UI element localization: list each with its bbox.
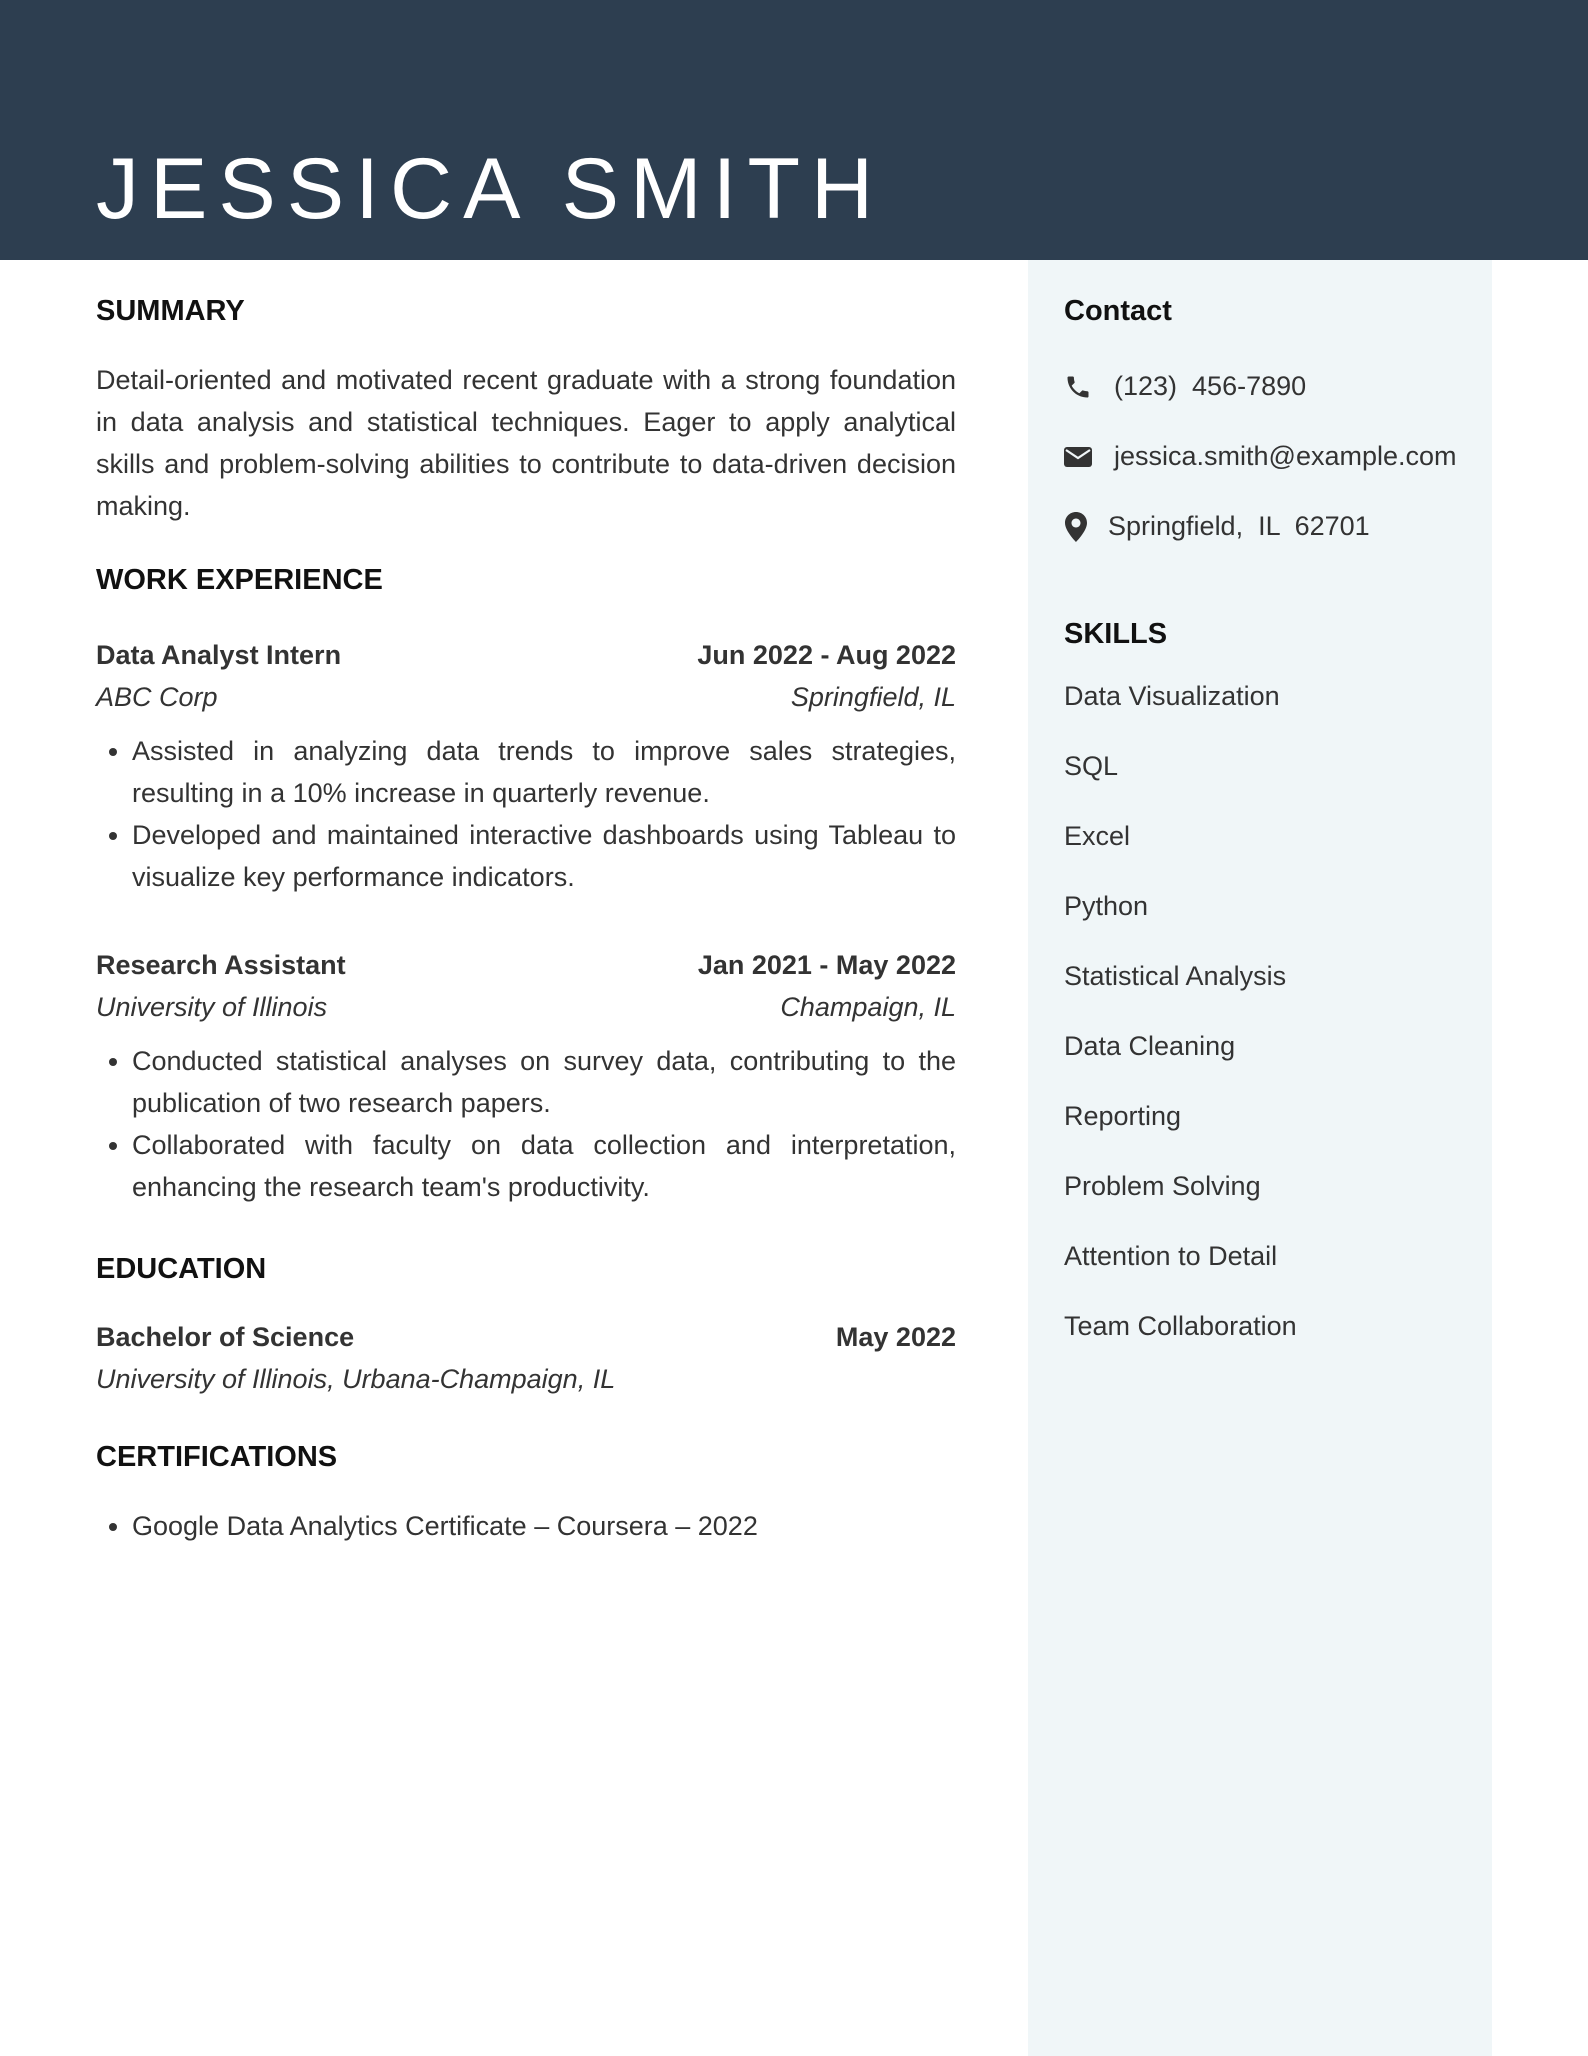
contact-phone [1064, 367, 1484, 407]
sidebar [1028, 260, 1492, 2056]
job-bullets [96, 1040, 956, 1208]
skill-item: Python [1064, 890, 1149, 921]
envelope-icon [1064, 442, 1094, 472]
contact-title: Contact [1064, 295, 1172, 327]
skill-item: Problem Solving [1064, 1170, 1261, 1201]
skill-item: Data Cleaning [1064, 1030, 1236, 1061]
education-title: EDUCATION [96, 1252, 267, 1285]
contact-email [1064, 437, 1484, 477]
education-entry [96, 1316, 956, 1400]
certification-item: • Google Data Analytics Certificate – Coursera – 2022 [132, 1505, 956, 1547]
skills-list [1064, 676, 1484, 1346]
job-bullet: • Conducted statistical analyses on survey data, contributing to the publication of two research papers. [132, 1040, 956, 1124]
skill-item: Statistical Analysis [1064, 960, 1287, 991]
candidate-name: JESSICA SMITH [96, 140, 885, 237]
job-entry [96, 944, 956, 1208]
job-dates: Jun 2022 - Aug 2022 [697, 639, 956, 670]
summary-title: SUMMARY [96, 295, 245, 327]
job-role: Research Assistant [96, 949, 346, 980]
skill-item: Team Collaboration [1064, 1310, 1297, 1341]
job-organization: University of Illinois [96, 991, 328, 1022]
job-role: Data Analyst Intern [96, 639, 342, 670]
skill-item: SQL [1064, 750, 1119, 781]
job-location: Champaign, IL [780, 991, 956, 1022]
education-date: May 2022 [835, 1322, 956, 1353]
contact-location-text: Springfield, IL 62701 [1108, 511, 1370, 542]
education-degree: Bachelor of Science [96, 1322, 355, 1353]
contact-email-text: jessica.smith@example.com [1114, 441, 1457, 472]
contact-phone-text: (123) 456-7890 [1114, 371, 1307, 402]
job-entry [96, 634, 956, 898]
work-experience-title: WORK EXPERIENCE [96, 563, 383, 596]
skill-item: Data Visualization [1064, 680, 1280, 711]
job-location: Springfield, IL [790, 681, 956, 712]
main-column [96, 260, 956, 1547]
job-bullet: • Assisted in analyzing data trends to improve sales strategies, resulting in a 10% increase in quarterly revenue. [132, 730, 956, 814]
skill-item: Excel [1064, 820, 1131, 851]
education-school: University of Illinois, Urbana-Champaign, IL [96, 1364, 616, 1395]
contact-location [1064, 507, 1484, 547]
map-pin-icon [1064, 512, 1094, 542]
skill-item: Attention to Detail [1064, 1240, 1278, 1271]
certifications-title: CERTIFICATIONS [96, 1441, 338, 1474]
job-organization: ABC Corp [96, 681, 218, 712]
skills-title: SKILLS [1064, 617, 1168, 650]
summary-text: Detail-oriented and motivated recent graduate with a strong foundation in data analysis and statistical techniques. Eager to apply analytical skills and problem-solving abilities to contribute to data-driven decision making. [96, 364, 956, 521]
phone-icon [1064, 372, 1094, 402]
job-bullet: • Collaborated with faculty on data collection and interpretation, enhancing the research team's productivity. [132, 1124, 956, 1208]
header-banner [0, 0, 1588, 260]
skill-item: Reporting [1064, 1100, 1182, 1131]
job-bullets [96, 730, 956, 898]
job-dates: Jan 2021 - May 2022 [697, 949, 956, 980]
certifications-list [96, 1505, 956, 1547]
job-bullet: • Developed and maintained interactive dashboards using Tableau to visualize key performance indicators. [132, 814, 956, 898]
